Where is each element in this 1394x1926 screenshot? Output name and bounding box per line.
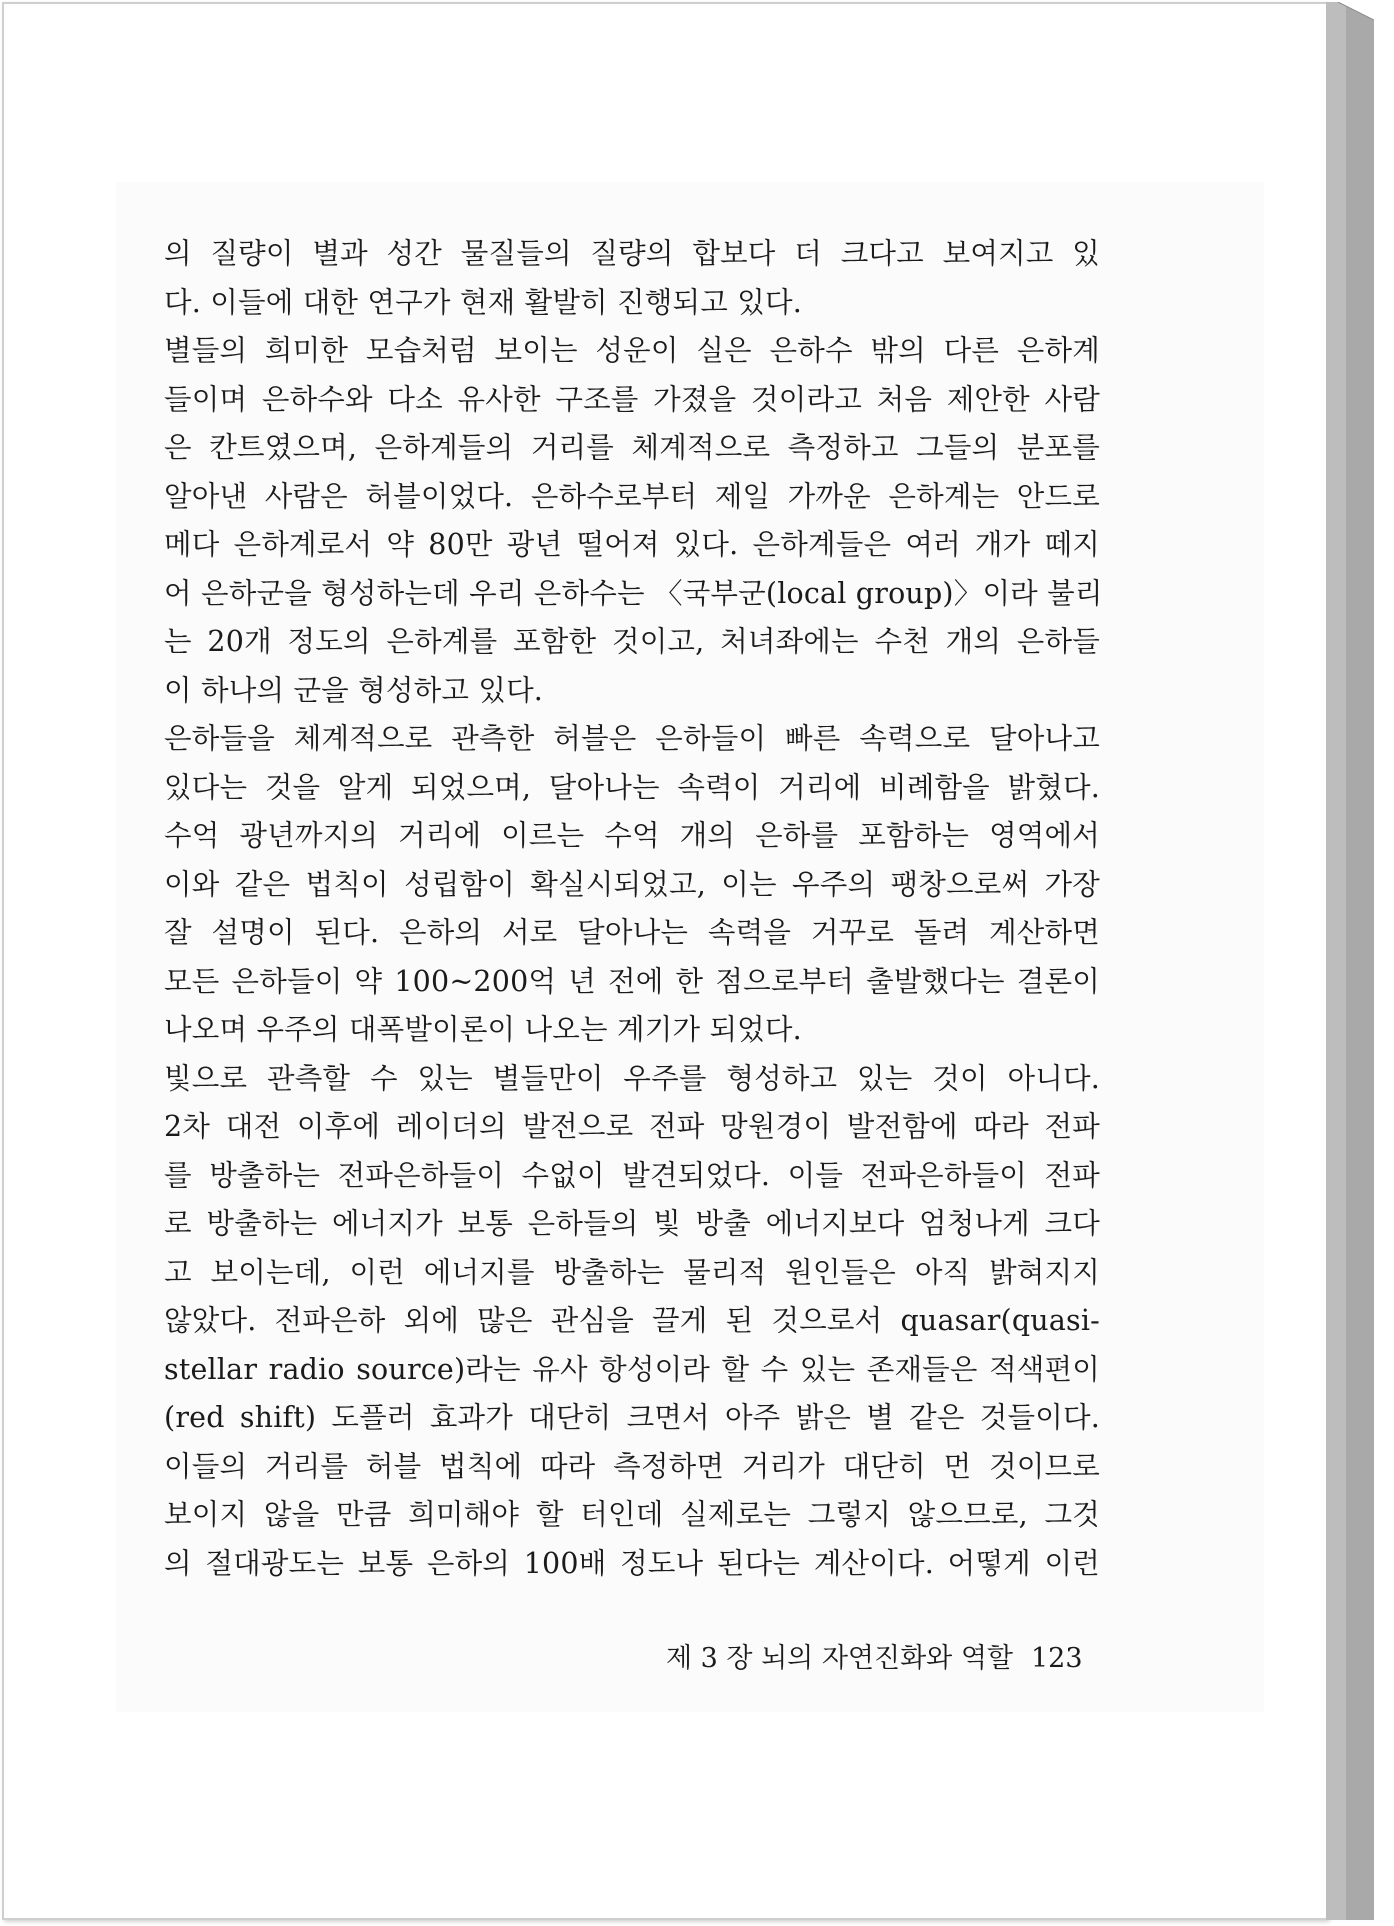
body-text	[164, 230, 1103, 1588]
text-line: 의 질량이 별과 성간 물질들의 질량의 합보다 더 크다고 보여지고 있	[164, 237, 1100, 270]
text-line: 이와 같은 법칙이 성립함이 확실시되었고, 이는 우주의 팽창으로써 가장	[164, 867, 1100, 901]
text-line: 2차 대전 이후에 레이더의 발전으로 전파 망원경이 발전함에 따라 전파	[164, 1110, 1100, 1143]
text-line: 않았다. 전파은하 외에 많은 관심을 끌게 된 것으로서 quasar(quasi-	[164, 1304, 1100, 1337]
page-footer	[666, 1636, 1083, 1675]
text-line: 는 20개 정도의 은하계를 포함한 것이고, 처녀좌에는 수천 개의 은하들	[164, 625, 1100, 658]
text-line: 메다 은하계로서 약 80만 광년 떨어져 있다. 은하계들은 여러 개가 떼지	[164, 528, 1100, 561]
text-line: 빛으로 관측할 수 있는 별들만이 우주를 형성하고 있는 것이 아니다.	[164, 1061, 1100, 1095]
book-page	[2, 2, 1328, 1920]
text-line: 를 방출하는 전파은하들이 수없이 발견되었다. 이들 전파은하들이 전파	[164, 1158, 1100, 1192]
page-edge-graphic	[1326, 2, 1374, 1920]
text-line: 나오며 우주의 대폭발이론이 나오는 계기가 되었다.	[164, 1013, 802, 1046]
text-line: 다. 이들에 대한 연구가 현재 활발히 진행되고 있다.	[164, 285, 802, 319]
chapter-title: 제 3 장 뇌의 자연진화와 역할	[666, 1643, 1013, 1674]
text-line: 어 은하군을 형성하는데 우리 은하수는 〈국부군(local group)〉이라 불리	[164, 576, 1103, 610]
text-line: 있다는 것을 알게 되었으며, 달아나는 속력이 거리에 비례함을 밝혔다.	[164, 770, 1100, 804]
text-line: 수억 광년까지의 거리에 이르는 수억 개의 은하를 포함하는 영역에서	[164, 819, 1100, 852]
text-line: 고 보이는데, 이런 에너지를 방출하는 물리적 원인들은 아직 밝혀지지	[164, 1255, 1100, 1289]
text-line: 의 절대광도는 보통 은하의 100배 정도나 된다는 계산이다. 어떻게 이런	[164, 1546, 1100, 1580]
text-line: 알아낸 사람은 허블이었다. 은하수로부터 제일 가까운 은하계는 안드로	[164, 479, 1100, 513]
page-number: 123	[1031, 1643, 1083, 1674]
text-line: 별들의 희미한 모습처럼 보이는 성운이 실은 은하수 밖의 다른 은하계	[164, 334, 1100, 367]
text-line: 잘 설명이 된다. 은하의 서로 달아나는 속력을 거꾸로 돌려 계산하면	[164, 916, 1100, 949]
text-line: 로 방출하는 에너지가 보통 은하들의 빛 방출 에너지보다 엄청나게 크다	[164, 1207, 1100, 1240]
text-line: 이들의 거리를 허블 법칙에 따라 측정하면 거리가 대단히 먼 것이므로	[164, 1449, 1100, 1483]
text-line: stellar radio source)라는 유사 항성이라 할 수 있는 존재들은 적색편이	[164, 1352, 1100, 1386]
text-line: 은하들을 체계적으로 관측한 허블은 은하들이 빠른 속력으로 달아나고	[164, 722, 1100, 755]
text-line: 이 하나의 군을 형성하고 있다.	[164, 673, 544, 707]
text-line: (red shift) 도플러 효과가 대단히 크면서 아주 밝은 별 같은 것들이다.	[164, 1401, 1100, 1434]
text-line: 들이며 은하수와 다소 유사한 구조를 가졌을 것이라고 처음 제안한 사람	[164, 382, 1100, 416]
page-edge-shadow	[1326, 2, 1374, 1920]
text-line: 모든 은하들이 약 100~200억 년 전에 한 점으로부터 출발했다는 결론이	[164, 964, 1100, 998]
text-line: 은 칸트였으며, 은하계들의 거리를 체계적으로 측정하고 그들의 분포를	[164, 431, 1100, 464]
text-line: 보이지 않을 만큼 희미해야 할 터인데 실제로는 그렇지 않으므로, 그것	[164, 1498, 1100, 1531]
